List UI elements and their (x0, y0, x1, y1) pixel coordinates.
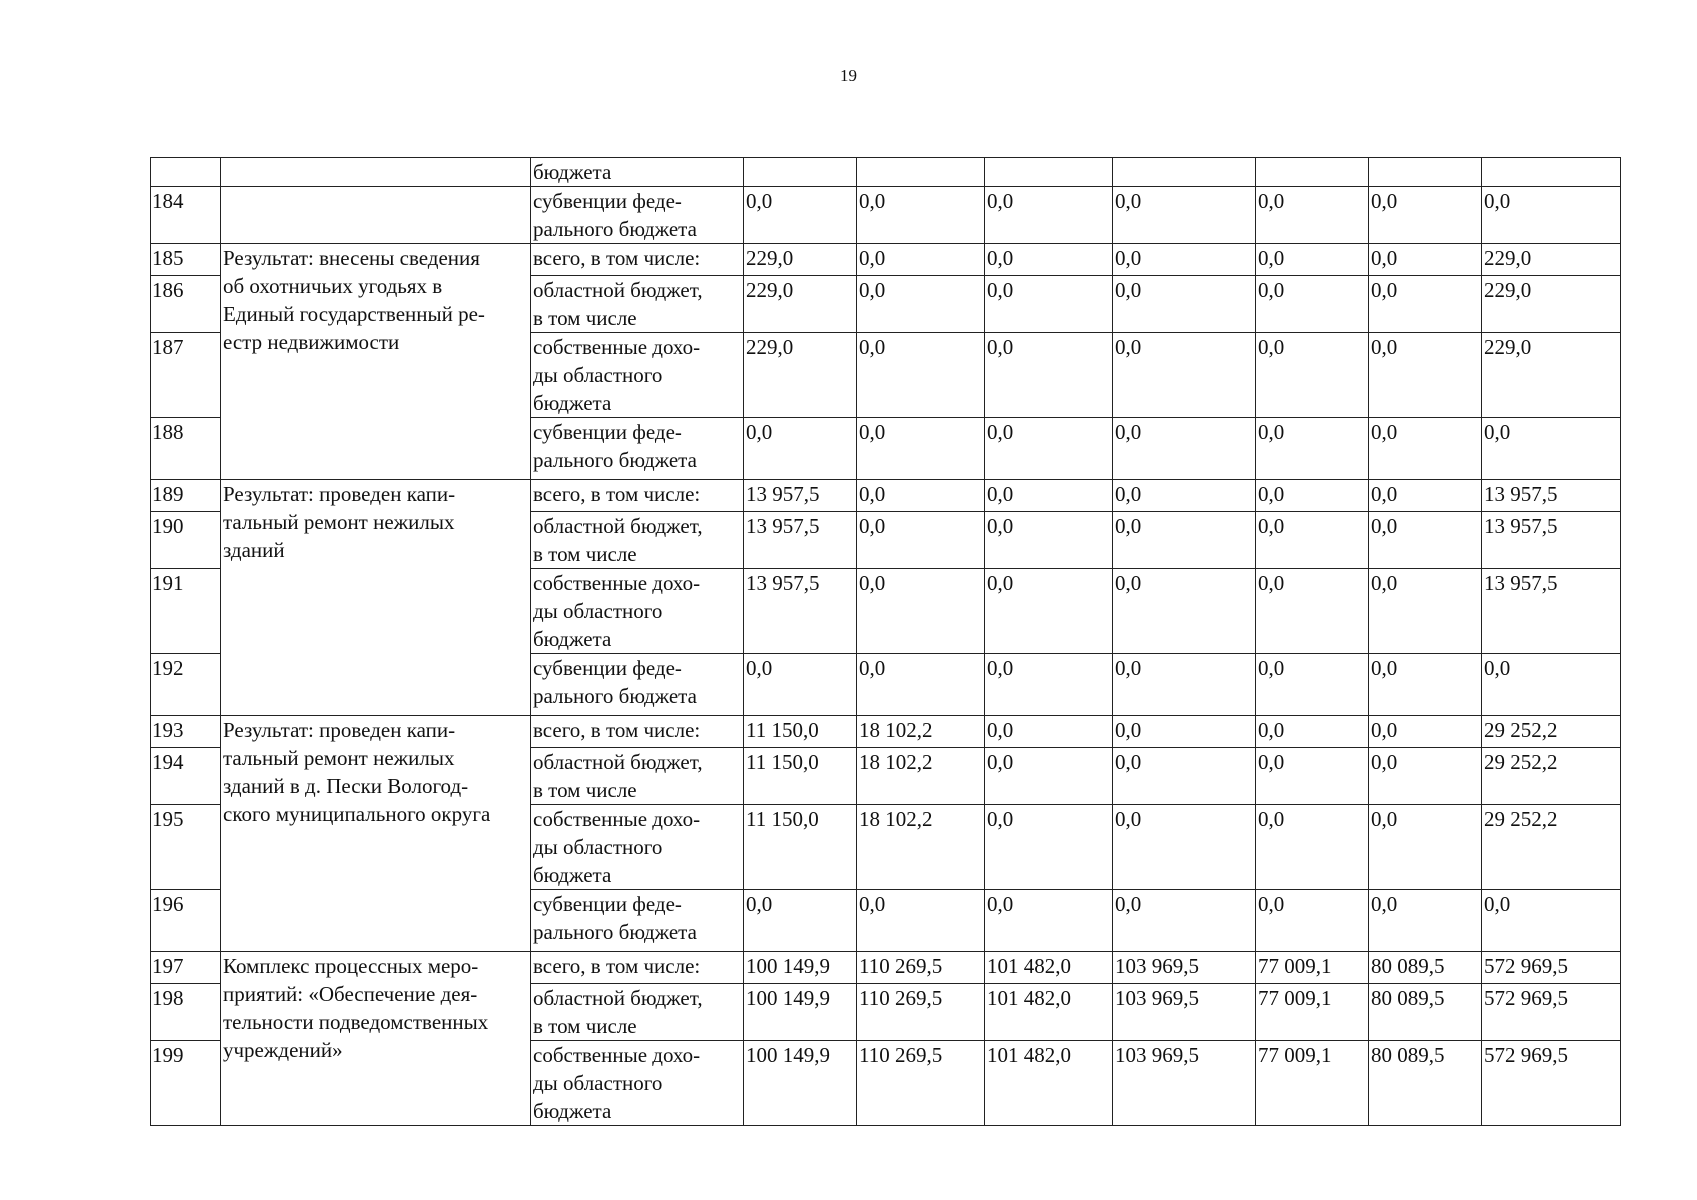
year-value-cell: 0,0 (1256, 244, 1369, 276)
year-value-cell: 18 102,2 (857, 716, 985, 748)
total-value-cell: 0,0 (1482, 418, 1621, 480)
year-value-cell (985, 158, 1113, 187)
total-value-cell: 29 252,2 (1482, 805, 1621, 890)
funding-source-cell: областной бюджет, в том числе (531, 276, 744, 333)
result-description-cell: Комплекс процессных меро- приятий: «Обеспечение дея- тельности подведомственных учреждений» (221, 952, 531, 1126)
funding-source-cell: всего, в том числе: (531, 952, 744, 984)
funding-source-cell: всего, в том числе: (531, 716, 744, 748)
year-value-cell: 0,0 (985, 187, 1113, 244)
year-value-cell: 0,0 (1256, 418, 1369, 480)
total-value-cell: 572 969,5 (1482, 952, 1621, 984)
year-value-cell: 110 269,5 (857, 952, 985, 984)
year-value-cell: 0,0 (744, 654, 857, 716)
table-row (151, 187, 1621, 244)
year-value-cell: 229,0 (744, 333, 857, 418)
year-value-cell: 11 150,0 (744, 716, 857, 748)
year-value-cell: 0,0 (1256, 654, 1369, 716)
year-value-cell: 0,0 (1369, 512, 1482, 569)
result-description-cell (221, 158, 531, 187)
year-value-cell: 0,0 (1113, 333, 1256, 418)
year-value-cell: 0,0 (744, 890, 857, 952)
year-value-cell: 0,0 (985, 748, 1113, 805)
row-number-cell: 199 (151, 1041, 221, 1126)
funding-source-cell: субвенции феде- рального бюджета (531, 890, 744, 952)
row-number-cell: 188 (151, 418, 221, 480)
year-value-cell: 77 009,1 (1256, 952, 1369, 984)
year-value-cell: 0,0 (1113, 748, 1256, 805)
row-number-cell: 192 (151, 654, 221, 716)
row-number-cell: 187 (151, 333, 221, 418)
year-value-cell: 0,0 (1256, 333, 1369, 418)
year-value-cell: 0,0 (744, 418, 857, 480)
year-value-cell: 80 089,5 (1369, 952, 1482, 984)
year-value-cell: 0,0 (1113, 187, 1256, 244)
year-value-cell: 0,0 (744, 187, 857, 244)
year-value-cell: 0,0 (1369, 716, 1482, 748)
row-number-cell: 185 (151, 244, 221, 276)
table-body (151, 158, 1621, 1126)
total-value-cell: 29 252,2 (1482, 716, 1621, 748)
total-value-cell: 0,0 (1482, 890, 1621, 952)
year-value-cell: 103 969,5 (1113, 984, 1256, 1041)
year-value-cell (744, 158, 857, 187)
year-value-cell: 0,0 (857, 418, 985, 480)
year-value-cell: 229,0 (744, 276, 857, 333)
funding-source-cell: собственные дохо- ды областного бюджета (531, 333, 744, 418)
row-number-cell: 198 (151, 984, 221, 1041)
total-value-cell: 13 957,5 (1482, 480, 1621, 512)
row-number-cell: 190 (151, 512, 221, 569)
year-value-cell: 0,0 (1256, 890, 1369, 952)
year-value-cell: 0,0 (1113, 890, 1256, 952)
year-value-cell: 77 009,1 (1256, 1041, 1369, 1126)
year-value-cell: 0,0 (1369, 654, 1482, 716)
funding-source-cell: областной бюджет, в том числе (531, 984, 744, 1041)
year-value-cell: 0,0 (1256, 569, 1369, 654)
year-value-cell: 0,0 (1256, 716, 1369, 748)
year-value-cell: 80 089,5 (1369, 1041, 1482, 1126)
total-value-cell: 572 969,5 (1482, 1041, 1621, 1126)
funding-source-cell: субвенции феде- рального бюджета (531, 187, 744, 244)
year-value-cell: 0,0 (1256, 187, 1369, 244)
year-value-cell: 110 269,5 (857, 984, 985, 1041)
year-value-cell (1113, 158, 1256, 187)
funding-source-cell: бюджета (531, 158, 744, 187)
year-value-cell: 0,0 (985, 276, 1113, 333)
year-value-cell: 0,0 (1369, 805, 1482, 890)
year-value-cell: 0,0 (985, 418, 1113, 480)
year-value-cell: 11 150,0 (744, 805, 857, 890)
result-description-cell: Результат: проведен капи- тальный ремонт нежилых зданий (221, 480, 531, 716)
year-value-cell: 0,0 (985, 480, 1113, 512)
total-value-cell: 229,0 (1482, 244, 1621, 276)
year-value-cell: 0,0 (1256, 512, 1369, 569)
year-value-cell (1369, 158, 1482, 187)
funding-source-cell: собственные дохо- ды областного бюджета (531, 569, 744, 654)
result-description-cell: Результат: внесены сведения об охотничьих угодьях в Единый государственный ре- естр недвижимости (221, 244, 531, 480)
year-value-cell: 11 150,0 (744, 748, 857, 805)
total-value-cell: 13 957,5 (1482, 569, 1621, 654)
funding-source-cell: всего, в том числе: (531, 244, 744, 276)
funding-source-cell: субвенции феде- рального бюджета (531, 654, 744, 716)
year-value-cell: 101 482,0 (985, 1041, 1113, 1126)
year-value-cell: 0,0 (985, 716, 1113, 748)
year-value-cell: 0,0 (857, 333, 985, 418)
year-value-cell: 0,0 (985, 244, 1113, 276)
year-value-cell: 0,0 (985, 890, 1113, 952)
year-value-cell: 0,0 (857, 244, 985, 276)
total-value-cell: 0,0 (1482, 187, 1621, 244)
year-value-cell: 101 482,0 (985, 952, 1113, 984)
row-number-cell: 194 (151, 748, 221, 805)
year-value-cell: 0,0 (1369, 890, 1482, 952)
row-number-cell: 195 (151, 805, 221, 890)
year-value-cell: 0,0 (1369, 569, 1482, 654)
year-value-cell: 0,0 (1113, 654, 1256, 716)
year-value-cell: 13 957,5 (744, 512, 857, 569)
year-value-cell: 13 957,5 (744, 480, 857, 512)
year-value-cell: 18 102,2 (857, 805, 985, 890)
funding-source-cell: областной бюджет, в том числе (531, 748, 744, 805)
year-value-cell: 229,0 (744, 244, 857, 276)
year-value-cell (857, 158, 985, 187)
table-row (151, 716, 1621, 748)
year-value-cell: 103 969,5 (1113, 1041, 1256, 1126)
year-value-cell: 0,0 (1369, 244, 1482, 276)
year-value-cell: 0,0 (985, 333, 1113, 418)
row-number-cell: 197 (151, 952, 221, 984)
budget-table-container (150, 157, 1621, 1126)
row-number-cell: 193 (151, 716, 221, 748)
year-value-cell: 0,0 (1256, 480, 1369, 512)
year-value-cell: 103 969,5 (1113, 952, 1256, 984)
result-description-cell (221, 187, 531, 244)
year-value-cell (1256, 158, 1369, 187)
year-value-cell: 100 149,9 (744, 984, 857, 1041)
row-number-cell: 191 (151, 569, 221, 654)
year-value-cell: 0,0 (985, 654, 1113, 716)
row-number-cell: 186 (151, 276, 221, 333)
year-value-cell: 0,0 (857, 890, 985, 952)
year-value-cell: 100 149,9 (744, 952, 857, 984)
year-value-cell: 0,0 (857, 512, 985, 569)
budget-table (150, 157, 1621, 1126)
year-value-cell: 0,0 (1113, 418, 1256, 480)
year-value-cell: 0,0 (1113, 716, 1256, 748)
year-value-cell: 0,0 (1369, 418, 1482, 480)
year-value-cell: 0,0 (857, 276, 985, 333)
table-row (151, 952, 1621, 984)
year-value-cell: 0,0 (857, 569, 985, 654)
row-number-cell: 189 (151, 480, 221, 512)
year-value-cell: 0,0 (985, 512, 1113, 569)
table-row (151, 244, 1621, 276)
year-value-cell: 0,0 (985, 569, 1113, 654)
year-value-cell: 0,0 (1113, 244, 1256, 276)
row-number-cell: 196 (151, 890, 221, 952)
year-value-cell: 0,0 (1369, 187, 1482, 244)
total-value-cell: 13 957,5 (1482, 512, 1621, 569)
year-value-cell: 0,0 (1113, 805, 1256, 890)
year-value-cell: 0,0 (857, 654, 985, 716)
year-value-cell: 0,0 (1113, 480, 1256, 512)
year-value-cell: 13 957,5 (744, 569, 857, 654)
total-value-cell: 229,0 (1482, 333, 1621, 418)
year-value-cell: 18 102,2 (857, 748, 985, 805)
year-value-cell: 0,0 (1113, 276, 1256, 333)
total-value-cell (1482, 158, 1621, 187)
total-value-cell: 229,0 (1482, 276, 1621, 333)
year-value-cell: 0,0 (1113, 569, 1256, 654)
funding-source-cell: собственные дохо- ды областного бюджета (531, 805, 744, 890)
year-value-cell: 0,0 (985, 805, 1113, 890)
page-number: 19 (840, 66, 857, 85)
total-value-cell: 0,0 (1482, 654, 1621, 716)
year-value-cell: 0,0 (857, 187, 985, 244)
funding-source-cell: всего, в том числе: (531, 480, 744, 512)
funding-source-cell: собственные дохо- ды областного бюджета (531, 1041, 744, 1126)
table-row (151, 480, 1621, 512)
year-value-cell: 0,0 (1369, 748, 1482, 805)
year-value-cell: 0,0 (1256, 748, 1369, 805)
funding-source-cell: субвенции феде- рального бюджета (531, 418, 744, 480)
row-number-cell (151, 158, 221, 187)
year-value-cell: 0,0 (1256, 276, 1369, 333)
year-value-cell: 110 269,5 (857, 1041, 985, 1126)
total-value-cell: 29 252,2 (1482, 748, 1621, 805)
row-number-cell: 184 (151, 187, 221, 244)
year-value-cell: 0,0 (1113, 512, 1256, 569)
year-value-cell: 100 149,9 (744, 1041, 857, 1126)
year-value-cell: 77 009,1 (1256, 984, 1369, 1041)
year-value-cell: 101 482,0 (985, 984, 1113, 1041)
year-value-cell: 0,0 (1256, 805, 1369, 890)
result-description-cell: Результат: проведен капи- тальный ремонт нежилых зданий в д. Пески Вологод- ского муниципального округа (221, 716, 531, 952)
year-value-cell: 0,0 (857, 480, 985, 512)
year-value-cell: 0,0 (1369, 480, 1482, 512)
table-row (151, 158, 1621, 187)
year-value-cell: 0,0 (1369, 276, 1482, 333)
total-value-cell: 572 969,5 (1482, 984, 1621, 1041)
funding-source-cell: областной бюджет, в том числе (531, 512, 744, 569)
year-value-cell: 80 089,5 (1369, 984, 1482, 1041)
year-value-cell: 0,0 (1369, 333, 1482, 418)
